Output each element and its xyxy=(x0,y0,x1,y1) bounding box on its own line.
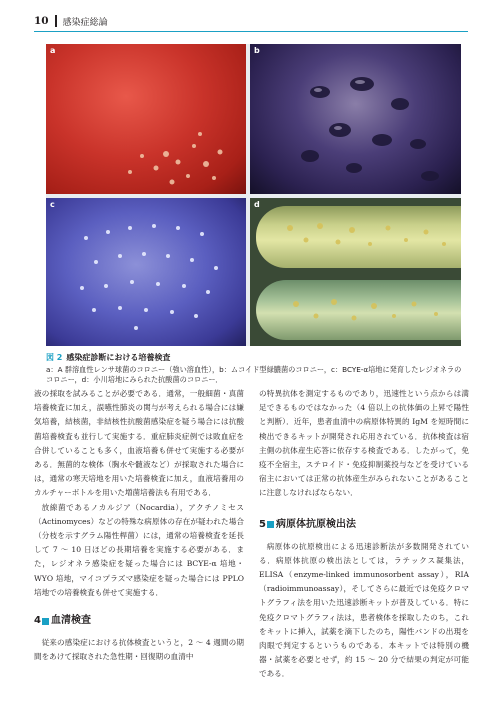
section-heading-antigen xyxy=(259,518,469,532)
photo-panel-a xyxy=(46,44,246,194)
paragraph-antigen-detection: 病原体の抗原検出による迅速診断法が多数開発されている．病原体抗原の検出法としては，ラテックス凝集法，ELISA（enzyme-linked immunosorbent assay），RIA（radioimmunoassay），そしてさらに最近では免疫クロマトグラフィ法を用いた迅速診断キットが普及している．特に免疫クロマトグラフィ法は，患者検体を採取したのち，これをキットに挿入，試薬を滴下したのち，陽性バンドの出現を肉眼で判定するというものである．本キットでは特別の機器・試薬を必要とせず，約 15 〜 20 分で結果の判定が可能である． xyxy=(259,541,469,679)
text-column-left xyxy=(34,387,244,664)
section-title: 血清検査 xyxy=(50,615,91,627)
section-heading-serology xyxy=(34,614,244,628)
figure-caption xyxy=(46,352,466,385)
header-rule xyxy=(34,31,468,32)
caption-title-line xyxy=(46,352,466,363)
section-number: 5 xyxy=(259,518,266,530)
page-number: 10 xyxy=(34,15,49,27)
panel-label-b: b xyxy=(254,46,260,55)
photo-panel-c xyxy=(46,198,246,346)
header-divider xyxy=(55,15,57,27)
paragraph-antibody-test: 従来の感染症における抗体検査というと，2 〜 4 週間の期間をあけて採取された急性期・回復期の血清中 xyxy=(34,638,244,662)
panel-label-c: c xyxy=(50,200,55,209)
section-bullet-icon xyxy=(42,618,49,625)
section-bullet-icon xyxy=(267,521,274,528)
colony-dots-c xyxy=(46,198,246,346)
section-number: 4 xyxy=(34,615,41,627)
figure-culture-photos xyxy=(46,44,461,346)
colony-dots-d xyxy=(250,198,461,346)
colony-dots-b xyxy=(250,44,461,194)
paragraph-antibody-continued: の特異抗体を測定するものであり，迅速性という点からは満足できるものではなかった（4 倍以上の抗体価の上昇で陽性と判断）．近年，患者血清中の病原体特異的 IgM を短時間に検出できるキットが開発され応用されている．抗体検査は宿主側の抗体産生応答に依存する検査である．したがって，免疫不全宿主，ステロイド・免疫抑制薬投与などを受けている宿主においては正常の抗体産生がみられないことがあることに注意しなければならない． xyxy=(259,389,469,498)
colony-dots-a xyxy=(46,44,246,194)
photo-panel-b xyxy=(250,44,461,194)
caption-number: 図 2 xyxy=(46,353,63,362)
caption-title: 感染症診断における培養検査 xyxy=(66,353,171,362)
panel-label-a: a xyxy=(50,46,56,55)
photo-panel-d xyxy=(250,198,461,346)
caption-text: a：A 群溶血性レンサ球菌のコロニー（強い溶血性），b：ムコイド型緑膿菌のコロニー，c：BCYE-α培地に発育したレジオネラのコロニー，d：小川培地にみられた抗酸菌のコロニー． xyxy=(46,365,462,384)
paragraph-special-pathogens: 放線菌であるノカルジア（Nocardia），アクチノミセス（Actinomyces）などの特殊な病原体の存在が疑われた場合（分枝を示すグラム陽性桿菌）には，通常の培養検査を延長して 7 〜 10 日ほどの長期培養を実施する必要がある．また，レジオネラ感染症を疑った場合には BCYE-α 培地・WYO 培地，マイコプラズマ感染症を疑った場合には PPLO 培地での培養検査も併せて実施する． xyxy=(34,502,244,597)
chapter-title: 感染症総論 xyxy=(62,17,108,28)
section-title: 病原体抗原検出法 xyxy=(275,518,356,530)
text-column-right xyxy=(259,387,469,682)
paragraph-sampling: 液の採取を試みることが必要である．通常，一般細菌・真菌培養検査に加え，誤嚥性肺炎の関与が考えられる場合には嫌気培養，結核菌，非結核性抗酸菌感染症を疑う場合には抗酸菌培養検査も並行して実施する．重症肺炎症例では敗血症を合併していることも多く，血液培養も併せて実施する必要がある．無菌的な検体（胸水や髄液など）が採取された場合には，通常の寒天培地を用いた培養検査に加え，血液培養用のカルチャーボトルを用いた増菌培養法も有用である． xyxy=(34,389,244,498)
panel-label-d: d xyxy=(254,200,260,209)
running-header xyxy=(34,14,108,28)
